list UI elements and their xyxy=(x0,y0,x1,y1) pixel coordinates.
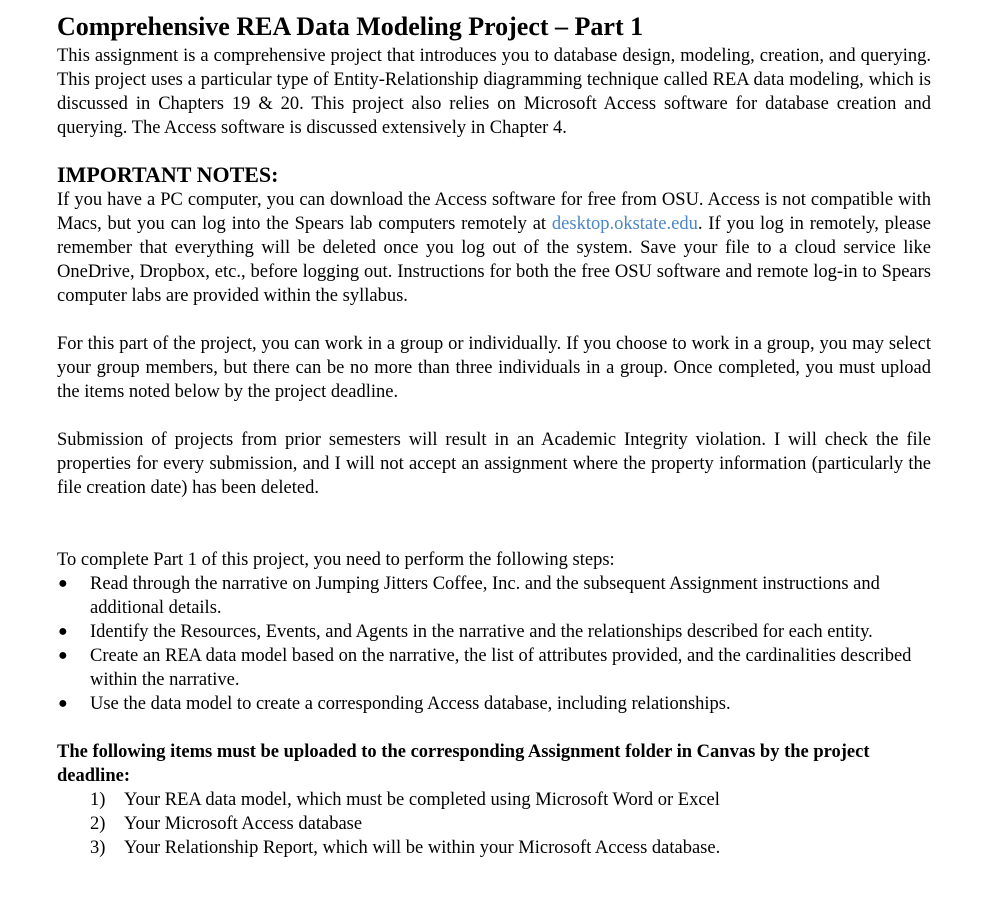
notes-paragraph-3: Submission of projects from prior semesters will result in an Academic Integrity violation. I will check the file properties for every submission, and I will not accept an assignment where the property information (particularly the file creation date) has been deleted. xyxy=(57,430,931,498)
list-item xyxy=(90,812,931,836)
list-item xyxy=(57,572,931,620)
bullet-icon: ● xyxy=(58,695,68,712)
list-item xyxy=(57,644,931,692)
desktop-link[interactable]: desktop.okstate.edu xyxy=(551,214,698,234)
item-text: Your Microsoft Access database xyxy=(124,814,363,834)
step-text: Identify the Resources, Events, and Agents in the narrative and the relationships described for each entity. xyxy=(90,622,873,642)
steps-intro: To complete Part 1 of this project, you need to perform the following steps: xyxy=(57,550,615,570)
important-notes-heading: IMPORTANT NOTES: xyxy=(57,162,279,187)
list-item xyxy=(90,836,931,860)
item-number: 3) xyxy=(90,838,106,858)
notes-p1-text-before: If you have a PC computer, you can download the Access software for free from OSU. Access is not compatible with Macs, but you can log into the Spears lab computers remotely at xyxy=(57,190,931,234)
list-item xyxy=(57,620,931,644)
bullet-icon: ● xyxy=(58,623,68,640)
notes-paragraph-2: For this part of the project, you can work in a group or individually. If you choose to work in a group, you may select your group members, but there can be no more than three individuals in a group. Once completed, you must upload the items noted below by the project deadline. xyxy=(57,334,931,402)
bullet-icon: ● xyxy=(58,647,68,664)
steps-list xyxy=(57,572,931,716)
item-text: Your REA data model, which must be completed using Microsoft Word or Excel xyxy=(124,790,720,810)
step-text: Read through the narrative on Jumping Jitters Coffee, Inc. and the subsequent Assignment instructions and additional details. xyxy=(90,574,880,618)
document-title: Comprehensive REA Data Modeling Project – Part 1 xyxy=(57,12,644,41)
step-text: Use the data model to create a corresponding Access database, including relationships. xyxy=(90,694,731,714)
item-text: Your Relationship Report, which will be within your Microsoft Access database. xyxy=(124,838,721,858)
upload-heading: The following items must be uploaded to the corresponding Assignment folder in Canvas by the project deadline: xyxy=(57,742,870,786)
notes-paragraph-1 xyxy=(57,188,931,308)
list-item xyxy=(90,788,931,812)
bullet-icon: ● xyxy=(58,575,68,592)
notes-p1-text-after: . If you log in remotely, please remember that everything will be deleted once you log out of the system. Save your file to a cloud service like OneDrive, Dropbox, etc., before logging out. Instructions for both the free OSU software and remote log-in to Spears computer labs are provided within the syllabus. xyxy=(57,214,931,306)
item-number: 1) xyxy=(90,790,106,810)
item-number: 2) xyxy=(90,814,106,834)
step-text: Create an REA data model based on the narrative, the list of attributes provided, and the cardinalities described within the narrative. xyxy=(90,646,912,690)
list-item xyxy=(57,692,931,716)
intro-paragraph: This assignment is a comprehensive project that introduces you to database design, modeling, creation, and querying. This project uses a particular type of Entity-Relationship diagramming technique called REA data modeling, which is discussed in Chapters 19 & 20. This project also relies on Microsoft Access software for database creation and querying. The Access software is discussed extensively in Chapter 4. xyxy=(57,46,931,138)
upload-items-list xyxy=(57,788,931,860)
